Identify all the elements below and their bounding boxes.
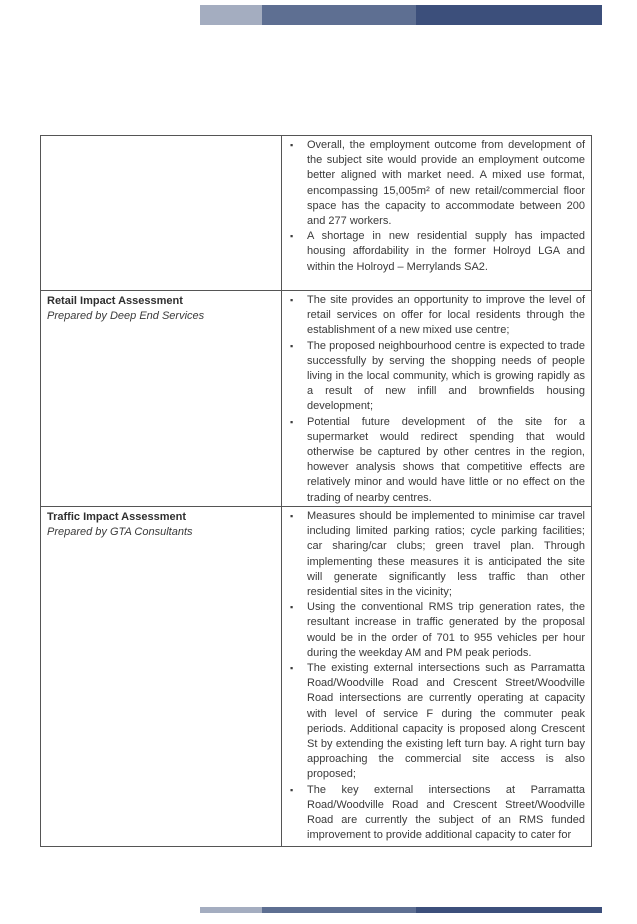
list-item: ▪ The existing external intersections such as Parramatta Road/Woodville Road and Crescent Street/Woodville Road intersections are currently operating at capacity with level of service F during the commuter peak periods. Additional capacity is proposed along Crescent St by extending the existing left turn bay. A right turn bay approaching the commercial site access is also proposed; [288, 661, 585, 783]
bullet-list [288, 509, 585, 843]
list-item: ▪ A shortage in new residential supply has impacted housing affordability in the former Holroyd LGA and within the Holroyd – Merrylands SA2. [288, 229, 585, 275]
row-title: Retail Impact Assessment [47, 295, 183, 307]
footer-band-segment [416, 907, 602, 913]
bullet-list [288, 138, 585, 275]
list-item: ▪ Potential future development of the site for a supermarket would redirect spending that would otherwise be captured by other centres in the region, however analysis shows that competitive effects are relatively minor and would have little or no effect on the trading of nearby centres. [288, 415, 585, 506]
header-band-segment [262, 5, 416, 25]
header-color-band [200, 5, 602, 25]
footer-band-segment [262, 907, 416, 913]
row-subtitle: Prepared by Deep End Services [47, 310, 205, 322]
bullet-list [288, 293, 585, 506]
footer-color-band [200, 907, 602, 913]
list-item: ▪ Measures should be implemented to minimise car travel including limited parking ratios; cycle parking facilities; car sharing/car clubs; green travel plan. Through implementing these measures it is anticipated the site will generate significantly less traffic than other residential sites in the vicinity; [288, 509, 585, 600]
row-content-cell [282, 136, 592, 291]
list-item: ▪ The site provides an opportunity to improve the level of retail services on offer for local residents through the establishment of a new mixed use centre; [288, 293, 585, 339]
header-band-segment [416, 5, 602, 25]
row-content-cell [282, 291, 592, 507]
list-item: ▪ The key external intersections at Parramatta Road/Woodville Road and Crescent Street/Woodville Road are currently the subject of an RMS funded improvement to provide additional capacity to cater for [288, 783, 585, 844]
list-item: ▪ The proposed neighbourhood centre is expected to trade successfully by serving the shopping needs of people living in the local community, which is growing rapidly as a result of new infill and brownfields housing development; [288, 339, 585, 415]
list-item: ▪ Overall, the employment outcome from development of the subject site would provide an employment outcome better aligned with market need. A mixed use format, encompassing 15,005m² of new retail/commercial floor space has the capacity to accommodate between 200 and 277 workers. [288, 138, 585, 229]
row-title: Traffic Impact Assessment [47, 511, 186, 523]
row-content-cell [282, 507, 592, 847]
list-item: ▪ Using the conventional RMS trip generation rates, the resultant increase in traffic generated by the proposal would be in the order of 701 to 955 vehicles per hour during the weekday AM and PM peak periods. [288, 600, 585, 661]
table-row [41, 507, 592, 847]
row-heading-cell [41, 136, 282, 291]
footer-band-segment [200, 907, 262, 913]
header-band-segment [200, 5, 262, 25]
row-heading-cell [41, 291, 282, 507]
table-row [41, 291, 592, 507]
row-subtitle: Prepared by GTA Consultants [47, 526, 193, 538]
assessment-table [40, 135, 592, 847]
row-heading-cell [41, 507, 282, 847]
table-row [41, 136, 592, 291]
